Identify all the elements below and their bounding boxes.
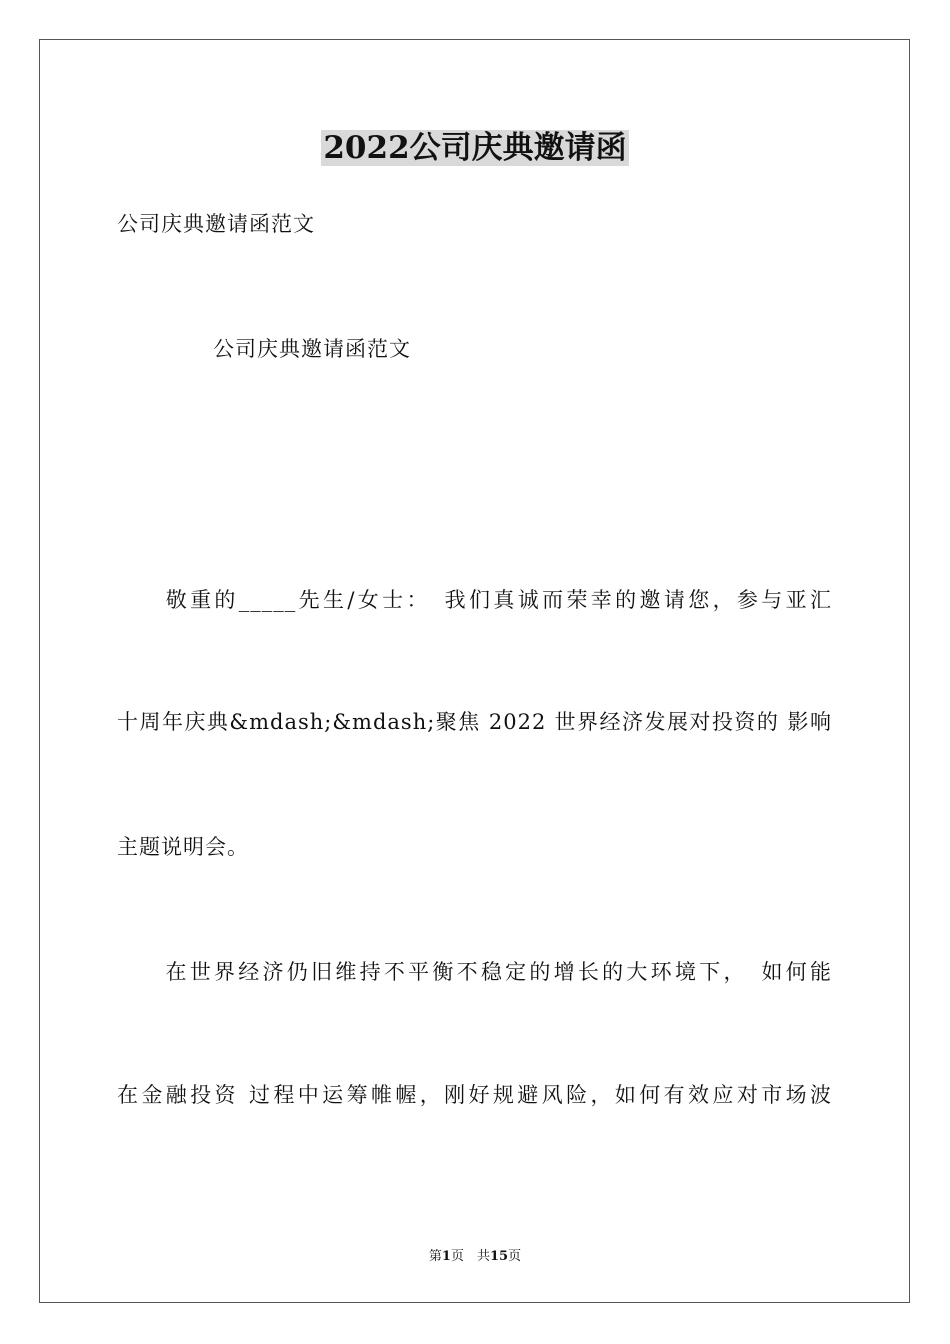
footer-page-current: 1 [441,1249,451,1264]
body-line-1: 敬重的_____先生/女士： 我们真诚而荣幸的邀请您，参与亚汇 [117,588,832,612]
body-line-5: 在金融投资 过程中运筹帷幄，刚好规避风险，如何有效应对市场波 [117,1083,832,1107]
footer-page-mid: 页 共 [450,1249,490,1264]
document-title [0,128,950,168]
footer-page-post: 页 [508,1249,522,1264]
footer-page-total: 15 [489,1249,509,1264]
body-line-2: 十周年庆典&mdash;&mdash;聚焦 2022 世界经济发展对投资的 影响 [117,710,832,734]
indented-heading: 公司庆典邀请函范文 [213,337,411,361]
document-subtitle: 公司庆典邀请函范文 [117,212,315,236]
body-line-4: 在世界经济仍旧维持不平衡不稳定的增长的大环境下， 如何能 [117,960,832,984]
document-title-text: 2022公司庆典邀请函 [323,130,627,166]
footer-page-pre: 第 [428,1249,442,1264]
body-line-3: 主题说明会。 [117,835,249,859]
page-footer [0,1248,950,1266]
